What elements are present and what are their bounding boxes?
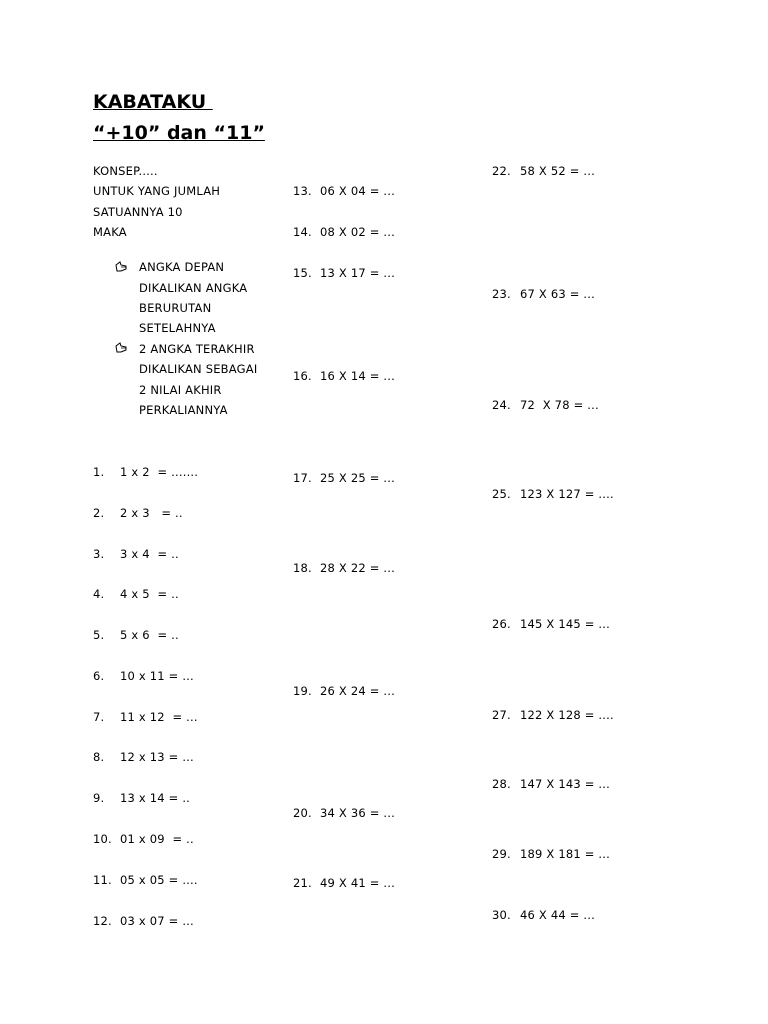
problem-expression: 72 X 78 = ... (520, 398, 599, 412)
problem-number: 19. (293, 684, 312, 698)
problem-number: 27. (492, 708, 511, 722)
page-title: KABATAKU (93, 91, 213, 113)
problem-item (93, 669, 194, 684)
problem-number: 8. (93, 750, 105, 764)
problem-item (492, 398, 599, 413)
problem-number: 18. (293, 561, 312, 575)
bullet-text: DIKALIKAN SEBAGAI (139, 362, 258, 376)
problem-number: 29. (492, 847, 511, 861)
problem-item (93, 506, 183, 521)
problem-item (93, 587, 179, 602)
bullet-text: DIKALIKAN ANGKA (139, 281, 248, 295)
problem-expression: 05 x 05 = .... (120, 873, 198, 887)
problem-number: 28. (492, 777, 511, 791)
problem-number: 6. (93, 669, 105, 683)
problem-number: 13. (293, 184, 312, 198)
problem-expression: 5 x 6 = .. (120, 628, 179, 642)
problem-number: 7. (93, 710, 105, 724)
problem-item (93, 832, 194, 847)
problem-number: 22. (492, 164, 511, 178)
problem-item (492, 487, 614, 502)
problem-expression: 145 X 145 = ... (520, 617, 611, 631)
bullet-text: PERKALIANNYA (139, 403, 228, 417)
problem-expression: 147 X 143 = ... (520, 777, 611, 791)
problem-item (293, 806, 395, 821)
problem-item (93, 547, 179, 562)
problem-expression: 189 X 181 = ... (520, 847, 611, 861)
problem-number: 1. (93, 465, 105, 479)
bullet-text: ANGKA DEPAN (139, 260, 225, 274)
problem-expression: 11 x 12 = ... (120, 710, 198, 724)
problem-number: 15. (293, 266, 312, 280)
problem-item (93, 791, 190, 806)
problem-expression: 34 X 36 = ... (320, 806, 395, 820)
pointing-hand-icon (115, 261, 127, 273)
problem-item (93, 873, 198, 888)
problem-item (293, 876, 395, 891)
problem-number: 11. (93, 873, 112, 887)
problem-number: 20. (293, 806, 312, 820)
problem-expression: 26 X 24 = ... (320, 684, 395, 698)
problem-number: 16. (293, 369, 312, 383)
problem-item (492, 908, 595, 923)
problem-number: 10. (93, 832, 112, 846)
problem-item (492, 847, 610, 862)
bullet-text: 2 NILAI AKHIR (139, 383, 222, 397)
problem-number: 9. (93, 791, 105, 805)
problem-item (293, 225, 395, 240)
concept-line: UNTUK YANG JUMLAH (93, 184, 221, 198)
concept-line: SATUANNYA 10 (93, 205, 183, 219)
problem-number: 14. (293, 225, 312, 239)
problem-number: 3. (93, 547, 105, 561)
bullet-text: 2 ANGKA TERAKHIR (139, 342, 255, 356)
problem-number: 21. (293, 876, 312, 890)
problem-expression: 67 X 63 = ... (520, 287, 595, 301)
concept-line: KONSEP..... (93, 164, 158, 178)
concept-line: MAKA (93, 225, 127, 239)
bullet-text: SETELAHNYA (139, 321, 216, 335)
problem-item (293, 471, 395, 486)
problem-expression: 28 X 22 = ... (320, 561, 395, 575)
problem-expression: 03 x 07 = ... (120, 914, 194, 928)
problem-number: 26. (492, 617, 511, 631)
problem-item (293, 561, 395, 576)
problem-number: 4. (93, 587, 105, 601)
problem-number: 25. (492, 487, 511, 501)
problem-number: 23. (492, 287, 511, 301)
problem-item (93, 628, 179, 643)
problem-number: 30. (492, 908, 511, 922)
problem-item (93, 750, 194, 765)
problem-item (492, 617, 610, 632)
problem-expression: 08 X 02 = ... (320, 225, 395, 239)
problem-expression: 25 X 25 = ... (320, 471, 395, 485)
problem-expression: 122 X 128 = .... (520, 708, 614, 722)
problem-item (492, 287, 595, 302)
problem-item (492, 164, 595, 179)
problem-expression: 10 x 11 = ... (120, 669, 194, 683)
problem-expression: 58 X 52 = ... (520, 164, 595, 178)
bullet-text: BERURUTAN (139, 301, 212, 315)
problem-number: 12. (93, 914, 112, 928)
problem-expression: 01 x 09 = .. (120, 832, 194, 846)
problem-expression: 123 X 127 = .... (520, 487, 614, 501)
problem-expression: 4 x 5 = .. (120, 587, 179, 601)
problem-expression: 3 x 4 = .. (120, 547, 179, 561)
problem-item (492, 708, 614, 723)
problem-number: 24. (492, 398, 511, 412)
problem-item (93, 465, 198, 480)
problem-number: 17. (293, 471, 312, 485)
pointing-hand-icon (115, 342, 127, 354)
problem-item (93, 710, 198, 725)
problem-expression: 1 x 2 = ....... (120, 465, 199, 479)
problem-expression: 13 X 17 = ... (320, 266, 395, 280)
problem-number: 5. (93, 628, 105, 642)
problem-expression: 49 X 41 = ... (320, 876, 395, 890)
problem-expression: 16 X 14 = ... (320, 369, 395, 383)
page-subtitle: “+10” dan “11” (93, 122, 265, 144)
problem-item (293, 184, 395, 199)
problem-expression: 13 x 14 = .. (120, 791, 191, 805)
problem-number: 2. (93, 506, 105, 520)
problem-expression: 2 x 3 = .. (120, 506, 183, 520)
problem-item (293, 266, 395, 281)
problem-item (93, 914, 194, 929)
problem-expression: 46 X 44 = ... (520, 908, 595, 922)
problem-item (293, 369, 395, 384)
problem-expression: 12 x 13 = ... (120, 750, 194, 764)
problem-item (293, 684, 395, 699)
problem-expression: 06 X 04 = ... (320, 184, 395, 198)
problem-item (492, 777, 610, 792)
